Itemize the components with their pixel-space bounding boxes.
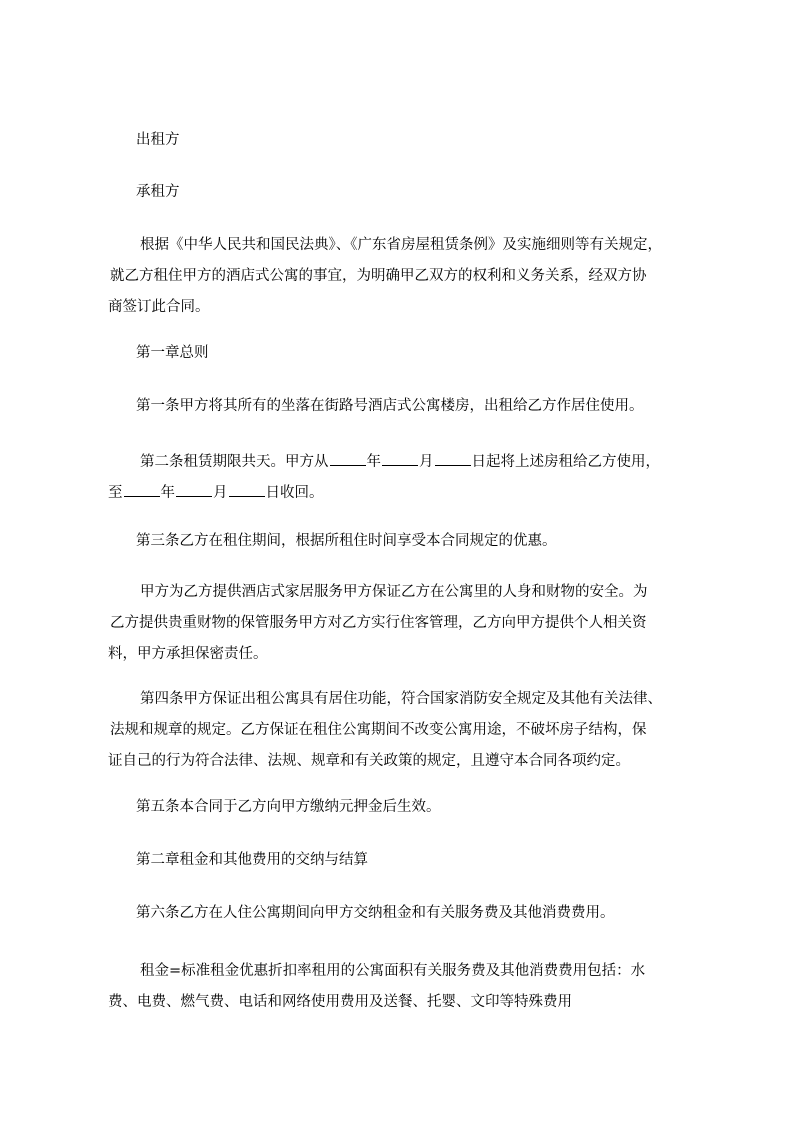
blank-day2	[229, 482, 265, 497]
article5-paragraph	[108, 792, 693, 823]
lessee-label-text: 承租方	[136, 184, 180, 200]
rent-formula-paragraph	[108, 956, 693, 1018]
article5-text: 第五条本合同于乙方向甲方缴纳元押金后生效。	[136, 799, 441, 815]
chapter1-heading	[108, 338, 693, 369]
preamble-line: 根据《中华人民共和国民法典》、《广东省房屋租赁条例》及实施细则等有关规定，	[140, 237, 662, 253]
blank-day1	[435, 451, 471, 466]
article2-line2	[108, 478, 693, 509]
preamble-line: 商签订此合同。	[108, 299, 210, 315]
services-paragraph	[108, 577, 693, 670]
blank-year2	[124, 482, 160, 497]
article3-paragraph	[108, 526, 693, 557]
preamble-paragraph	[108, 230, 693, 323]
rent-formula-line: 租金=标准租金优惠折扣率租用的公寓面积有关服务费及其他消费费用包括：水	[140, 963, 646, 979]
services-line: 料，甲方承担保密责任。	[108, 646, 268, 662]
article6-text: 第六条乙方在人住公寓期间向甲方交纳租金和有关服务费及其他消费费用。	[136, 905, 615, 921]
lessor-label	[108, 125, 693, 156]
article2-paragraph	[108, 447, 693, 509]
services-line: 乙方提供贵重财物的保管服务甲方对乙方实行住客管理，乙方向甲方提供个人相关资	[110, 615, 647, 631]
blank-month2	[176, 482, 212, 497]
lessor-label-text: 出租方	[136, 132, 180, 148]
chapter2-heading	[108, 845, 693, 876]
preamble-line: 就乙方租住甲方的酒店式公寓的事宜，为明确甲乙双方的权利和义务关系，经双方协	[110, 268, 647, 284]
article1-paragraph	[108, 391, 693, 422]
article6-paragraph	[108, 898, 693, 929]
chapter2-title: 第二章租金和其他费用的交纳与结算	[136, 852, 368, 868]
article2-year1: 年	[366, 454, 381, 470]
article2-day1-rest: 日起将上述房租给乙方使用，	[471, 454, 660, 470]
article4-line: 法规和规章的规定。乙方保证在租住公寓期间不改变公寓用途，不破坏房子结构，保	[110, 722, 647, 738]
article4-line: 第四条甲方保证出租公寓具有居住功能，符合国家消防安全规定及其他有关法律、	[140, 691, 662, 707]
blank-month1	[382, 451, 418, 466]
article2-month2: 月	[213, 485, 228, 501]
article2-month1: 月	[419, 454, 434, 470]
article2-to: 至	[108, 485, 123, 501]
article2-year2: 年	[160, 485, 175, 501]
article1-text: 第一条甲方将其所有的坐落在街路号酒店式公寓楼房，出租给乙方作居住使用。	[136, 398, 644, 414]
article3-text: 第三条乙方在租住期间，根据所租住时间享受本合同规定的优惠。	[136, 533, 557, 549]
article2-line1	[108, 447, 693, 478]
article2-day2-rest: 日收回。	[265, 485, 324, 501]
services-line: 甲方为乙方提供酒店式家居服务甲方保证乙方在公寓里的人身和财物的安全。为	[140, 584, 648, 600]
article4-paragraph	[108, 684, 693, 777]
article4-line: 证自己的行为符合法律、法规、规章和有关政策的规定，且遵守本合同各项约定。	[108, 753, 630, 769]
lessee-label	[108, 177, 693, 208]
rent-formula-line: 费、电费、燃气费、电话和网络使用费用及送餐、托婴、文印等特殊费用	[108, 994, 572, 1010]
chapter1-title: 第一章总则	[136, 345, 209, 361]
article2-part1: 第二条租赁期限共天。甲方从	[140, 454, 329, 470]
blank-year1	[330, 451, 366, 466]
